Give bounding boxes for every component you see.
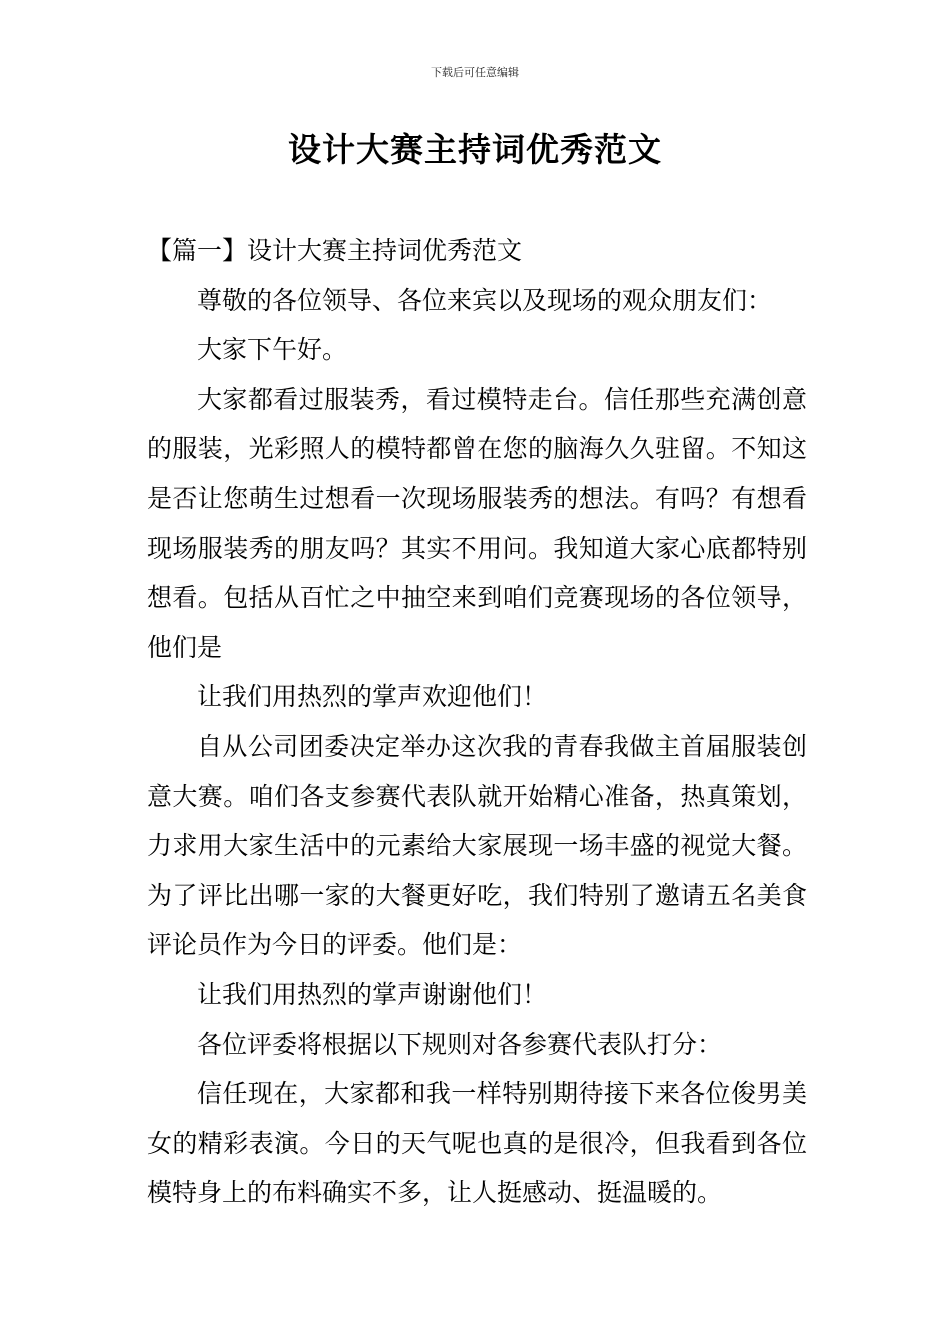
paragraph: 大家都看过服装秀，看过模特走台。信任那些充满创意的服装，光彩照人的模特都曾在您的脑海久久驻留。不知这是否让您萌生过想看一次现场服装秀的想法。有吗？有想看现场服装秀的朋友吗？其实不用问。我知道大家心底都特别想看。包括从百忙之中抽空来到咱们竞赛现场的各位领导，他们是 [147,384,807,662]
paragraph: 让我们用热烈的掌声谢谢他们！ [197,979,548,1009]
paragraph: 信任现在，大家都和我一样特别期待接下来各位俊男美女的精彩表演。今日的天气呢也真的是很冷，但我看到各位模特身上的布料确实不多，让人挺感动、挺温暖的。 [147,1079,807,1208]
section-heading: 【篇一】设计大赛主持词优秀范文 [147,236,523,265]
paragraph: 尊敬的各位领导、各位来宾以及现场的观众朋友们： [197,285,773,315]
paragraph: 大家下午好。 [197,335,348,365]
document-body [147,226,807,1218]
header-note: 下载后可任意编辑 [431,66,519,79]
paragraph: 让我们用热烈的掌声欢迎他们！ [197,682,548,712]
paragraph: 自从公司团委决定举办这次我的青春我做主首届服装创意大赛。咱们各支参赛代表队就开始精心准备，热真策划，力求用大家生活中的元素给大家展现一场丰盛的视觉大餐。为了评比出哪一家的大餐更好吃，我们特别了邀请五名美食评论员作为今日的评委。他们是： [147,731,807,960]
document-title: 设计大赛主持词优秀范文 [288,130,662,169]
paragraph: 各位评委将根据以下规则对各参赛代表队打分： [197,1029,723,1059]
